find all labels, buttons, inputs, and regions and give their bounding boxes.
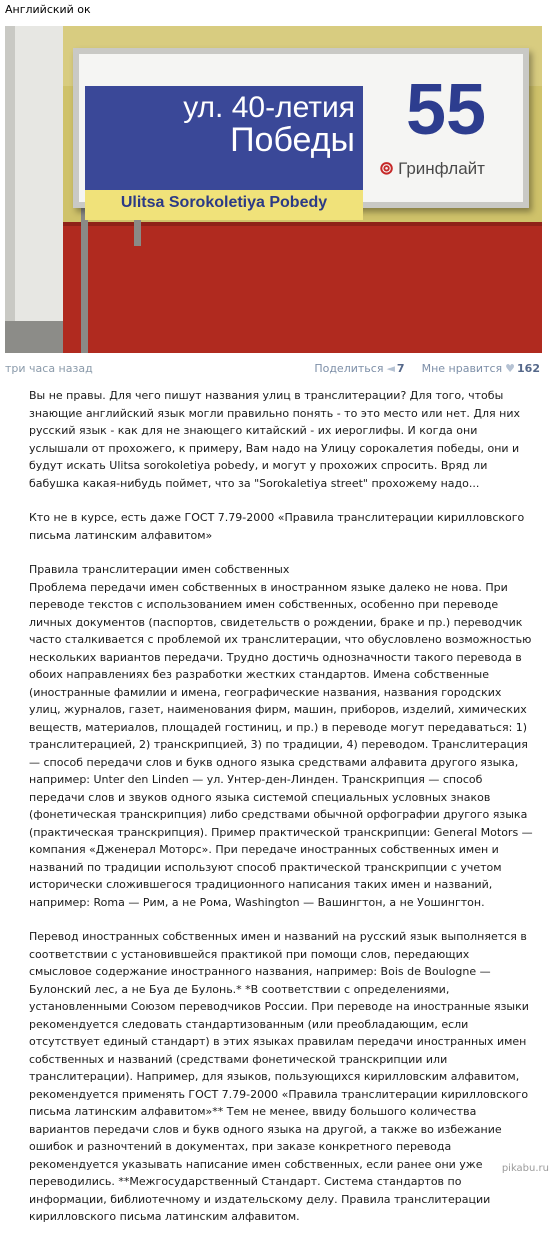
post-image[interactable]	[5, 26, 542, 353]
sign-yellow-panel	[85, 190, 363, 220]
comment-body	[29, 387, 535, 1243]
sign-street-line2: Победы	[230, 121, 355, 159]
share-button[interactable]	[314, 362, 404, 375]
like-count: 162	[517, 362, 540, 375]
share-count: 7	[396, 362, 405, 375]
sign-translit: Ulitsa Sorokoletiya Pobedy	[120, 194, 328, 211]
comment-paragraph-4: Перевод иностранных собственных имен и названий на русский язык выполняется в соответствии с установившейся практикой при помощи слов, передающих смысловое содержание иностранного названия, например: Bois de Boulogne — Булонский лес, а не Буа де Булонь.* *В соответствии с определениями, установленными Союзом переводчиков России. При переводе на иностранные языки рекомендуется следовать стандартизованным (или преобладающим, если отсутствует единый стандарт) в этих языках правилам передачи иностранных имен собственных и названий (средствами фонетической транскрипции или транслитерации). Например, для языков, пользующихся кирилловским алфавитом, рекомендуется применять ГОСТ 7.79-2000 «Правила транслитерации кирилловского письма латинским алфавитом»** Тем не менее, ввиду большого количества вариантов передачи слов и букв одного языка на другой, а также во избежание ошибок и разночтений в документах, при заказе конкретного перевода рекомендуется указывать написание имен собственных, если ранее они уже переводились. **Межгосударственный Стандарт. Система стандартов по информации, библиотечному и издательскому делу. Правила транслитерации кирилловского письма латинским алфавитом.	[29, 930, 529, 1223]
sign-blue-panel	[85, 86, 363, 190]
comment-paragraph-1: Вы не правы. Для чего пишут названия улиц в транслитерации? Для того, чтобы знающие английский язык могли правильно понять - то это место или нет. Для них русский язык - как для не знающего китайский - их иероглифы. И когда они услышали от прохожего, к примеру, Вам надо на Улицу сорокалетия победы, они и будут искать Ulitsa sorokoletiya pobedy, и могут у прохожих спросить. Вряд ли бабушка какая-нибудь поймет, что за "Sorokaletiya street" прохожему надо...	[29, 389, 521, 490]
post-meta	[5, 362, 542, 376]
comment-paragraph-3: Правила транслитерации имен собственных Проблема передачи имен собственных в иностранном языке далеко не нова. При переводе текстов с использованием имен собственных, особенно при переводе личных документов (паспортов, свидетельств о рождении, браке и пр.) переводчик часто сталкивается с проблемой их транслитерации, что обусловлено возможностью нескольких вариантов передачи. Трудно достичь однозначности такого перевода в обоих направлениях без разработки жестких стандартов. Имена собственные (иностранные фамилии и имена, географические названия, названия городских улиц, журналов, газет, наименования фирм, машин, приборов, изделий, химических веществ, материалов, площадей гостиниц, и пр.) в переводе могут передаваться: 1) транслитерацией, 2) транскрипцией, 3) по традиции, 4) переводом. Транслитерация — способ передачи слов и букв одного языка средствами алфавита другого языка, например: Unter den Linden — ул. Унтер-ден-Линден. Транскрипция — способ передачи слов и звуков одного языка системой специальных условных знаков (фонетическая транскрипция) либо средствами обычной орфографии другого языка (практическая транскрипция). Пример практической транскрипции: General Motors — компания «Дженерал Моторс». При передаче иностранных собственных имен и названий по традиции используют способ практической транскрипции с учетом исторически сложившегося традиционного написания таких имен и названий, например: Roma — Рим, а не Рома, Washington — Вашингтон, а не Уошингтон.	[29, 563, 533, 909]
sign-street-line1: ул. 40-летия	[183, 91, 355, 124]
sign-house-number: 55	[405, 70, 487, 150]
drainpipe-band	[5, 321, 63, 353]
sign-street-name	[85, 91, 363, 159]
like-label: Мне нравится	[421, 362, 503, 375]
sign-brand	[379, 158, 529, 179]
sign-brand-name: Гринфлайт	[398, 159, 485, 178]
street-sign	[73, 48, 529, 211]
like-button[interactable]	[422, 362, 540, 375]
comment-paragraph-2: Кто не в курсе, есть даже ГОСТ 7.79-2000 «Правила транслитерации кирилловского письма латинским алфавитом»	[29, 511, 525, 542]
heart-icon: ♥	[505, 362, 516, 375]
site-watermark: pikabu.ru	[501, 1163, 549, 1174]
megaphone-icon: ◄	[386, 362, 395, 375]
post-time: три часа назад	[5, 362, 93, 375]
drainpipe-shade	[5, 26, 15, 353]
gas-pipe-vertical	[134, 216, 141, 246]
brand-logo-icon: ⊚	[379, 158, 395, 178]
post-title: Английский ок	[5, 3, 91, 16]
share-label: Поделиться	[314, 362, 384, 375]
post-actions	[314, 362, 540, 375]
